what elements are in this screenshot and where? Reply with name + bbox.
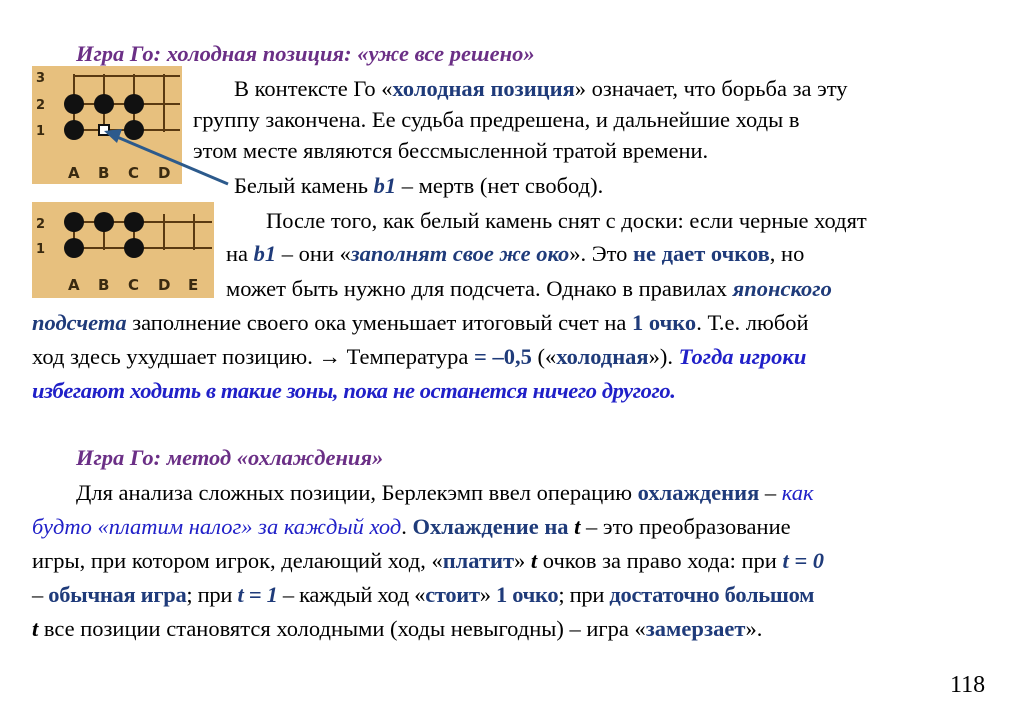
col-label: E	[188, 276, 199, 294]
paragraph-line: на b1 – они «заполнят свое же око». Это не дает очков, но	[226, 241, 805, 266]
col-label: D	[158, 276, 171, 294]
paragraph-line: Белый камень b1 – мертв (нет свобод).	[234, 173, 604, 198]
col-label: C	[128, 276, 140, 294]
paragraph-line: t все позиции становятся холодными (ходы невыгодны) – игра «замерзает».	[32, 616, 763, 641]
paragraph-line: группу закончена. Ее судьба предрешена, и дальнейшие ходы в	[193, 107, 800, 132]
col-label: C	[128, 164, 140, 182]
paragraph-line: может быть нужно для подсчета. Однако в правилах японского	[226, 276, 832, 301]
col-label: A	[68, 276, 80, 294]
paragraph-line: будто «платим налог» за каждый ход. Охлаждение на t – это преобразование	[32, 514, 791, 539]
section-heading-cold-position: Игра Го: холодная позиция: «уже все решено»	[76, 41, 535, 66]
paragraph-line: подсчета заполнение своего ока уменьшает итоговый счет на 1 очко. Т.е. любой	[32, 310, 809, 335]
row-label: 1	[36, 124, 46, 139]
row-label: 1	[36, 242, 46, 257]
row-label: 3	[36, 71, 46, 86]
paragraph-line: этом месте являются бессмысленной тратой времени.	[193, 138, 709, 163]
col-label: D	[158, 164, 171, 182]
col-label: A	[68, 164, 80, 182]
col-label: B	[98, 276, 110, 294]
section-heading-cooling: Игра Го: метод «охлаждения»	[76, 445, 384, 470]
col-label: B	[98, 164, 110, 182]
paragraph-line: Для анализа сложных позиции, Берлекэмп ввел операцию охлаждения – как	[76, 480, 814, 505]
paragraph-line: игры, при котором игрок, делающий ход, «платит» t очков за право хода: при t = 0	[32, 548, 825, 573]
paragraph-line: После того, как белый камень снят с доски: если черные ходят	[266, 208, 867, 233]
page-number: 118	[950, 672, 986, 698]
paragraph-line: В контексте Го «холодная позиция» означает, что борьба за эту	[234, 76, 848, 101]
paragraph-line: – обычная игра; при t = 1 – каждый ход «стоит» 1 очко; при достаточно большом	[32, 582, 815, 607]
row-label: 2	[36, 98, 46, 113]
term-cold-position: холодная позиция	[392, 76, 575, 101]
paragraph-line: ход здесь ухудшает позицию. → Температура = –0,5 («холодная»). Тогда игроки	[32, 344, 807, 369]
row-label: 2	[36, 217, 46, 232]
paragraph-line: избегают ходить в такие зоны, пока не останется ничего другого.	[32, 378, 676, 403]
